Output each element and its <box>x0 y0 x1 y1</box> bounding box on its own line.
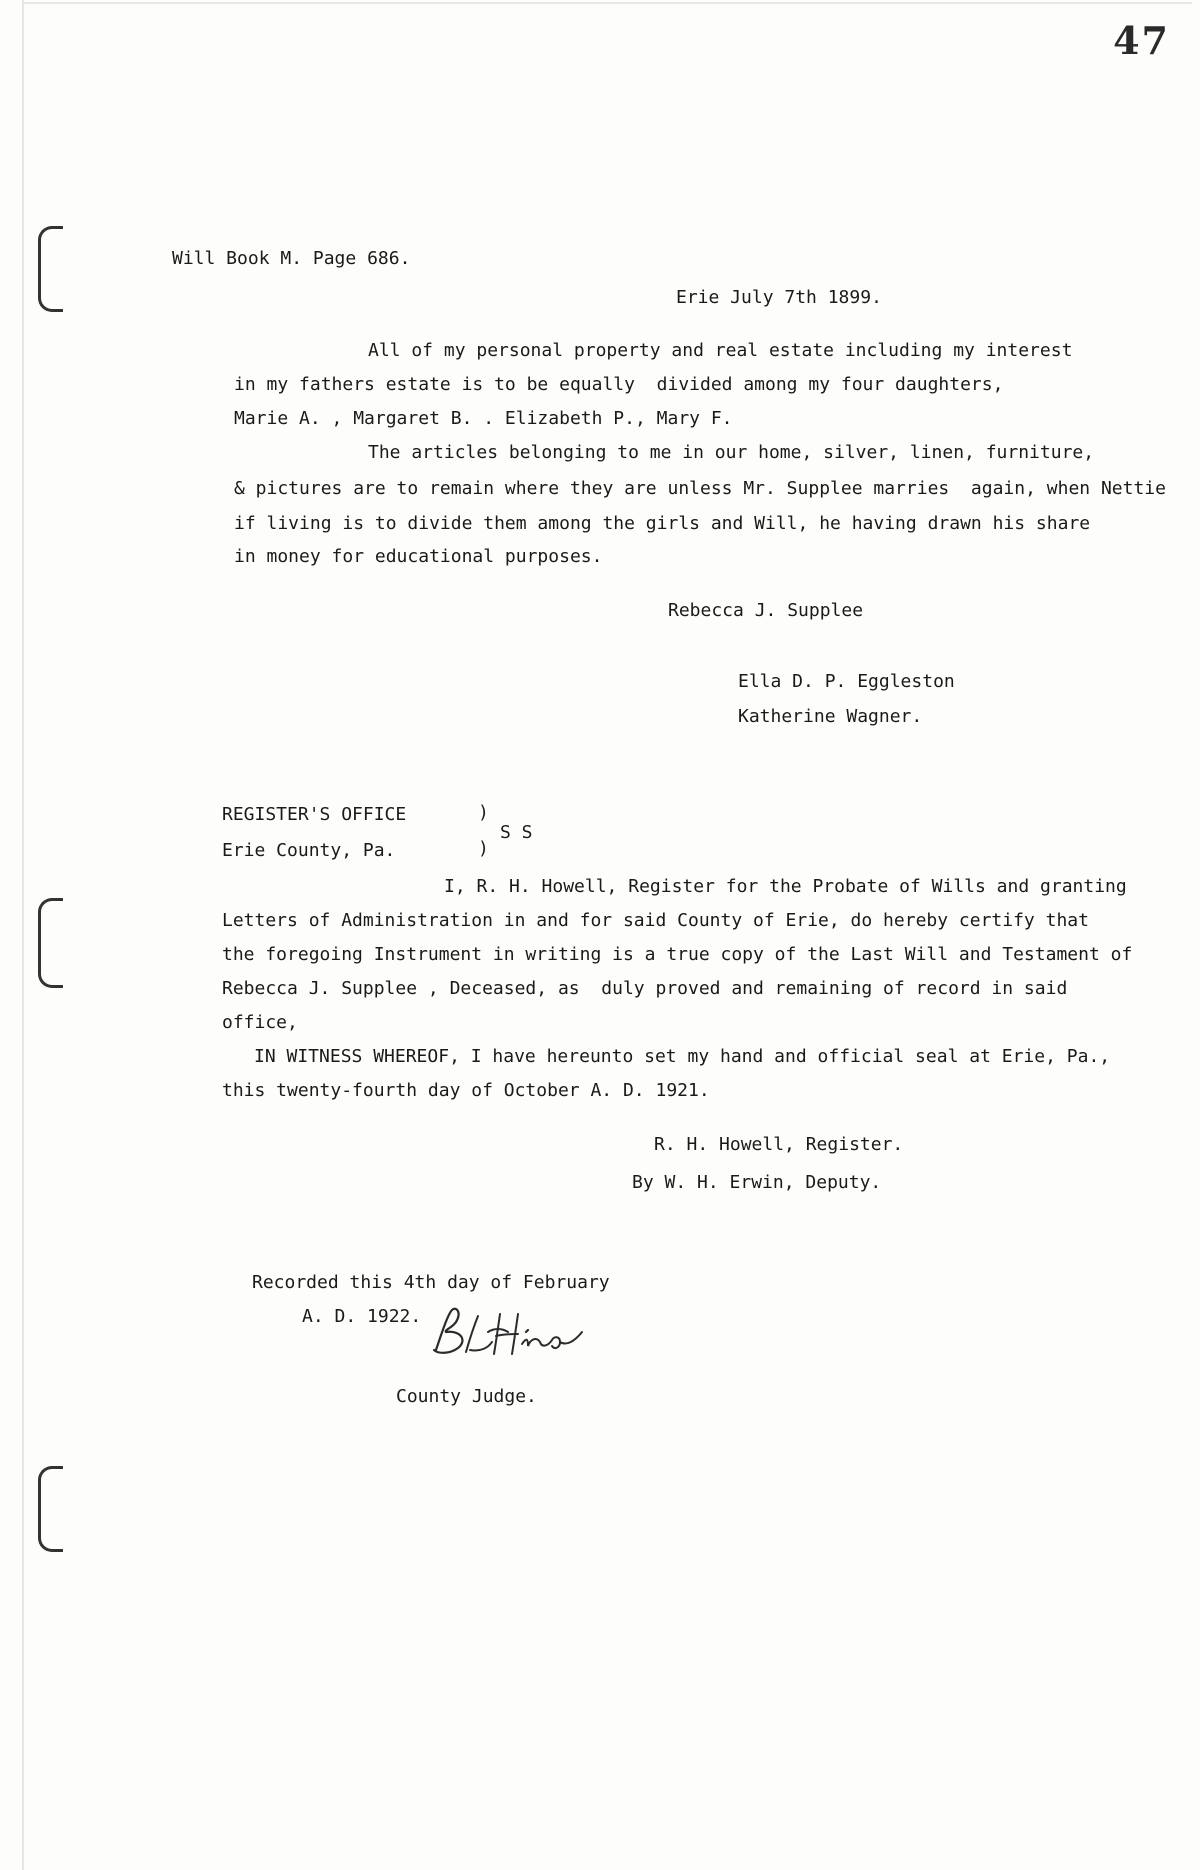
bracket: ) <box>478 802 489 823</box>
scilicet-mark: S S <box>500 822 533 843</box>
page-edge-left <box>22 0 24 1870</box>
will-date: Erie July 7th 1899. <box>676 287 882 308</box>
certificate-line: I, R. H. Howell, Register for the Probate of Wills and granting <box>444 876 1127 897</box>
binder-hole-middle <box>38 898 63 988</box>
certificate-line: Rebecca J. Supplee , Deceased, as duly proved and remaining of record in said <box>222 978 1068 999</box>
binder-hole-bottom <box>38 1466 63 1552</box>
page-number: 47 <box>1113 18 1170 63</box>
witness-name: Ella D. P. Eggleston <box>738 671 955 692</box>
handwritten-signature <box>422 1302 622 1372</box>
will-line: in my fathers estate is to be equally divided among my four daughters, <box>234 374 1004 395</box>
bracket: ) <box>478 838 489 859</box>
testator-name: Rebecca J. Supplee <box>668 600 864 621</box>
will-line: in money for educational purposes. <box>234 546 603 567</box>
will-line: Marie A. , Margaret B. . Elizabeth P., Mary F. <box>234 408 733 429</box>
will-line: All of my personal property and real estate including my interest <box>368 340 1073 361</box>
will-line: if living is to divide them among the girls and Will, he having drawn his share <box>234 513 1091 534</box>
binder-hole-top <box>38 226 63 312</box>
recording-line: Recorded this 4th day of February <box>252 1272 610 1293</box>
register-office-heading: REGISTER'S OFFICE <box>222 804 407 825</box>
will-book-reference: Will Book M. Page 686. <box>172 248 411 269</box>
witness-clause: IN WITNESS WHEREOF, I have hereunto set my hand and official seal at Erie, Pa., <box>254 1046 1111 1067</box>
certificate-line: the foregoing Instrument in writing is a true copy of the Last Will and Testament of <box>222 944 1133 965</box>
register-signature: R. H. Howell, Register. <box>654 1134 904 1155</box>
county-heading: Erie County, Pa. <box>222 840 396 861</box>
witness-clause: this twenty-fourth day of October A. D. 1921. <box>222 1080 710 1101</box>
will-line: & pictures are to remain where they are unless Mr. Supplee marries again, when Nettie <box>234 478 1166 499</box>
certificate-line: Letters of Administration in and for said County of Erie, do hereby certify that <box>222 910 1089 931</box>
will-line: The articles belonging to me in our home, silver, linen, furniture, <box>368 442 1095 463</box>
judge-title: County Judge. <box>396 1386 537 1407</box>
recording-line: A. D. 1922. <box>302 1306 422 1327</box>
certificate-line: office, <box>222 1012 298 1033</box>
deputy-signature: By W. H. Erwin, Deputy. <box>632 1172 882 1193</box>
page-edge-top <box>22 2 1192 4</box>
witness-name: Katherine Wagner. <box>738 706 923 727</box>
